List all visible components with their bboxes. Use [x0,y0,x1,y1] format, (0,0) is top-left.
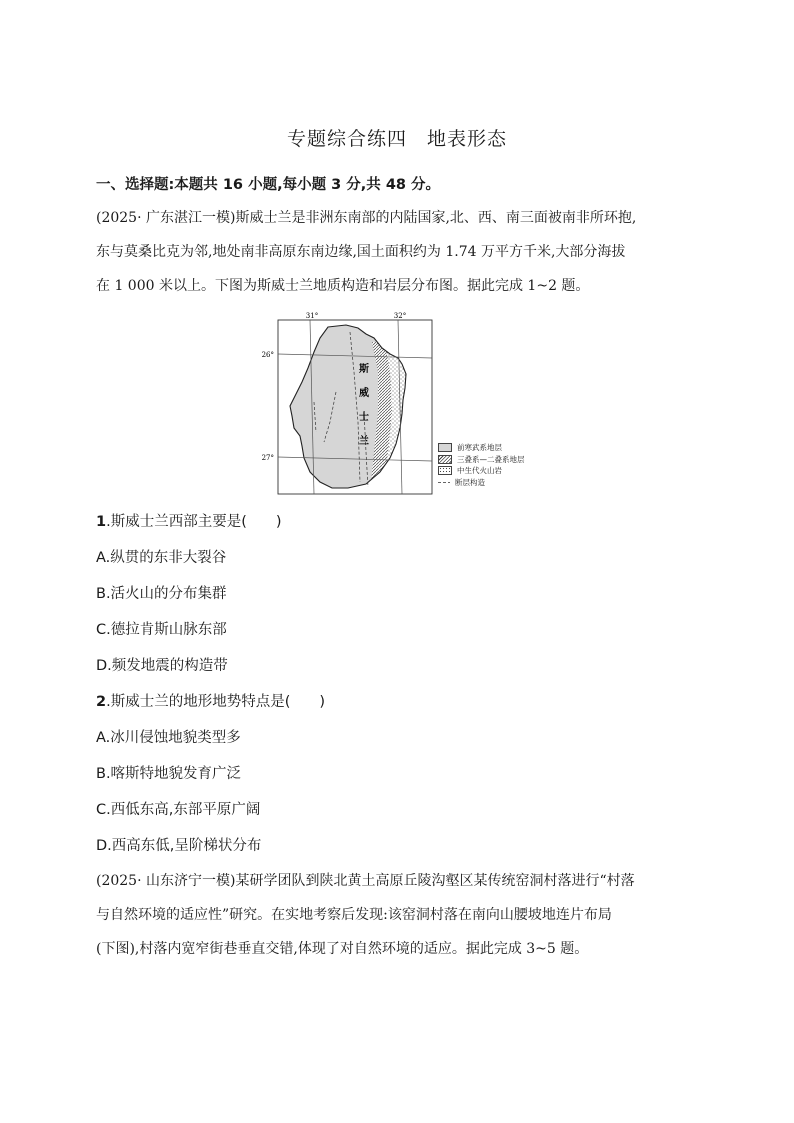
q1-option-b[interactable]: B.活火山的分布集群 [96,586,227,602]
intro-line: 与自然环境的适应性”研究。在实地考察后发现:该窑洞村落在南向山腰坡地连片布局 [96,907,612,923]
intro-line: 在 1 000 米以上。下图为斯威士兰地质构造和岩层分布图。据此完成 1~2 题。 [96,278,590,294]
map-legend [438,442,525,488]
hatched-swatch-icon [438,455,452,464]
question-2 [96,690,325,711]
legend-item [438,454,525,466]
question-number: 2 [96,694,107,710]
q1-option-d[interactable]: D.频发地震的构造带 [96,658,228,674]
intro-line: 东与莫桑比克为邻,地处南非高原东南边缘,国土面积约为 1.74 万平方千米,大部分海拔 [96,244,626,260]
q1-option-c[interactable]: C.德拉肯斯山脉东部 [96,622,227,638]
lon-label-32: 32° [393,312,407,320]
svg-text:兰: 兰 [359,436,369,447]
lon-label-31: 31° [305,312,319,320]
legend-item [438,477,525,489]
question-stem: .斯威士兰的地形地势特点是( ) [106,694,326,710]
lat-label-26: 26° [261,351,274,359]
intro-line: (下图),村落内宽窄街巷垂直交错,体现了对自然环境的适应。据此完成 3~5 题。 [96,941,589,957]
legend-item [438,465,525,477]
question-1 [96,510,282,531]
svg-text:斯: 斯 [359,364,369,375]
dotted-swatch-icon [438,466,452,475]
lat-label-27: 27° [261,454,274,462]
legend-label: 三叠系—二叠系地层 [457,454,525,464]
legend-label: 断层构造 [455,477,485,487]
svg-text:士: 士 [359,412,369,423]
q2-option-b[interactable]: B.喀斯特地貌发育广泛 [96,766,242,782]
intro-paragraph-1 [96,201,696,303]
question-stem: .斯威士兰西部主要是( ) [106,514,282,530]
q2-option-d[interactable]: D.西高东低,呈阶梯状分布 [96,838,262,854]
svg-text:威: 威 [359,388,369,399]
legend-item [438,442,525,454]
intro-line: (2025· 山东济宁一模)某研学团队到陕北黄土高原丘陵沟壑区某传统窑洞村落进行“村落 [96,873,635,889]
dashed-line-swatch-icon [438,479,450,486]
intro-line: (2025· 广东湛江一模)斯威士兰是非洲东南部的内陆国家,北、西、南三面被南非所环抱, [96,210,637,226]
section-heading: 一、选择题:本题共 16 小题,每小题 3 分,共 48 分。 [96,177,441,193]
q2-option-a[interactable]: A.冰川侵蚀地貌类型多 [96,730,241,746]
intro-paragraph-2 [96,864,696,966]
legend-label: 中生代火山岩 [457,466,502,476]
gray-fill-swatch-icon [438,443,452,452]
q2-option-c[interactable]: C.西低东高,东部平原广阔 [96,802,261,818]
page-title: 专题综合练四 地表形态 [286,128,507,150]
q1-option-a[interactable]: A.纵贯的东非大裂谷 [96,550,227,566]
legend-label: 前寒武系地层 [457,443,502,453]
question-number: 1 [96,514,107,530]
